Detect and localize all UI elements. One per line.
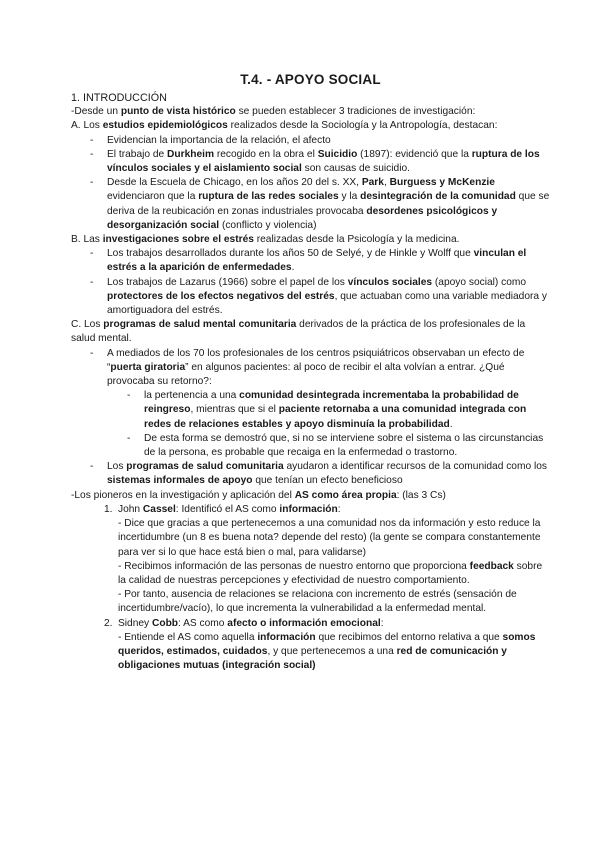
- document-title: T.4. - APOYO SOCIAL: [240, 72, 381, 87]
- text-run: Desde la Escuela de Chicago, en los años 20 del s. XX,: [107, 177, 362, 189]
- bullet-dash: -: [90, 134, 94, 146]
- bold-text: ruptura de los vínculos sociales y el aislamiento social: [107, 148, 540, 175]
- bullet-dash: -: [90, 177, 94, 189]
- list-item: [71, 148, 550, 176]
- text-run: John: [118, 503, 143, 515]
- text-run: .: [291, 262, 295, 274]
- sub-list-item: [71, 389, 550, 432]
- text-run: son causas de suicidio.: [301, 163, 410, 175]
- bold-text: vinculan el estrés a la aparición de enfermedades: [107, 248, 527, 274]
- text-run: (conflicto y violencia): [219, 219, 317, 231]
- numbered-item-heading: [118, 618, 384, 629]
- text-run: - Entiende el AS como aquella: [118, 631, 258, 643]
- bold-text: Burguess y McKenzie: [389, 177, 495, 189]
- bold-text: puerta giratoria: [110, 361, 186, 373]
- bullet-dash: -: [90, 248, 94, 260]
- bold-text: ruptura de las redes sociales: [198, 191, 339, 203]
- bold-text: punto de vista histórico: [120, 106, 236, 118]
- text-run: :: [337, 503, 341, 515]
- text-run: y la: [338, 191, 361, 203]
- list-item: [71, 347, 550, 390]
- bullet-dash: -: [90, 276, 94, 288]
- text-run: realizadas desde la Psicología y la medicina.: [253, 234, 460, 246]
- bold-text: información: [279, 503, 338, 515]
- text-run: B. Las: [71, 234, 103, 246]
- text-run: ,: [383, 177, 390, 189]
- text-run: que recibimos del entorno relativa a que: [315, 631, 503, 643]
- list-item: [71, 247, 550, 275]
- text-run: (1897): evidenció que la: [357, 148, 472, 160]
- tradition-a-paragraph: [71, 119, 550, 133]
- list-item: [71, 460, 550, 488]
- bold-text: estudios epidemiológicos: [102, 120, 228, 132]
- cassel-point: [71, 560, 550, 588]
- bold-text: Durkheim: [167, 148, 215, 160]
- bold-text: Park: [361, 177, 384, 189]
- bold-text: AS como área propia: [294, 489, 397, 501]
- list-item-text: [144, 390, 526, 429]
- text-run: :: [380, 617, 384, 629]
- bold-text: programas de salud mental comunitaria: [103, 319, 297, 331]
- bullet-dash: -: [127, 432, 131, 444]
- text-run: , mientras que si el: [190, 404, 279, 416]
- bold-text: Cobb: [151, 617, 179, 629]
- bullet-dash: -: [90, 461, 94, 473]
- text-run: que se deriva de la reubicación en zonas industriales provocaba: [107, 191, 550, 217]
- text-run: - Dice que gracias a que pertenecemos a una comunidad nos da información y esto reduce la incertidumbre (un 8 es buena nota? depende del resto) (la gente se compara constantemente para ver si lo que hace está bien o mal, para validarse): [118, 518, 541, 558]
- text-run: sobre la calidad de nuestras percepciones y efectividad de nuestro comportamiento.: [118, 560, 543, 586]
- bold-text: información: [257, 631, 316, 643]
- text-run: : AS como: [178, 617, 228, 629]
- bullet-dash: -: [90, 347, 94, 359]
- text-run: ” en algunos pacientes: al poco de recibir el alta volvían a entrar. ¿Qué provocaba su retorno?:: [107, 361, 505, 388]
- text-run: evidenciaron que la: [107, 191, 199, 203]
- list-item-text: [107, 135, 331, 146]
- list-item-text: [107, 248, 526, 273]
- bold-text: desordenes psicológicos y desorganización social: [107, 205, 498, 231]
- list-item-text: [107, 277, 547, 316]
- text-run: - Por tanto, ausencia de relaciones se relaciona con incremento de estrés (sensación de incertidumbre/vacío), lo que incrementa la vulnerabilidad a la enfermedad mental.: [118, 589, 517, 615]
- tradition-b-paragraph: [71, 233, 550, 247]
- list-item-text: [107, 149, 540, 174]
- bold-text: investigaciones sobre el estrés: [102, 234, 254, 246]
- bold-text: desintegración de la comunidad: [360, 191, 516, 203]
- pioneers-paragraph: [71, 489, 550, 503]
- text-run: recogido en la obra el: [214, 148, 318, 160]
- bold-text: Suicidio: [317, 148, 358, 160]
- text-run: : (las 3 Cs): [396, 489, 446, 501]
- text-run: El trabajo de: [107, 148, 168, 160]
- tradition-c-paragraph: [71, 318, 550, 346]
- text-run: A mediados de los 70 los profesionales de los centros psiquiátricos observaban un efecto de “: [107, 347, 525, 373]
- bold-text: red de comunicación y obligaciones mutuas (integración social): [118, 645, 507, 672]
- cassel-point: [71, 588, 550, 616]
- bold-text: programas de salud comunitaria: [126, 461, 284, 473]
- text-run: , que actuaban como una variable mediadora y amortiguadora del estrés.: [107, 290, 547, 317]
- text-run: derivados de la práctica de los profesionales de la salud mental.: [71, 319, 526, 345]
- text-run: Sidney: [118, 617, 152, 629]
- intro-paragraph: [71, 105, 550, 119]
- bold-text: somos queridos, estimados, cuidados: [118, 631, 536, 657]
- list-number: 2.: [104, 617, 113, 629]
- text-run: A. Los: [71, 120, 103, 132]
- bullet-dash: -: [90, 148, 94, 160]
- list-item: [71, 276, 550, 319]
- text-run: se pueden establecer 3 tradiciones de investigación:: [235, 106, 476, 118]
- sub-list-item: [71, 432, 550, 460]
- list-item-text: [107, 348, 524, 387]
- list-number: 1.: [104, 503, 113, 515]
- numbered-item-cassel: [71, 503, 550, 517]
- text-run: - Recibimos información de las personas de nuestro entorno que proporciona: [118, 560, 470, 572]
- bold-text: sistemas informales de apoyo: [107, 475, 253, 487]
- bold-text: vínculos sociales: [347, 276, 433, 288]
- text-run: ayudaron a identificar recursos de la comunidad como los: [283, 461, 547, 473]
- list-item-text: [107, 461, 547, 486]
- bold-text: feedback: [469, 560, 514, 572]
- text-run: -Los pioneros en la investigación y aplicación del: [71, 489, 295, 501]
- bold-text: comunidad desintegrada incrementaba la probabilidad de reingreso: [144, 390, 519, 416]
- text-run: Los: [107, 461, 127, 473]
- bold-text: paciente retornaba a una comunidad integrada con redes de relaciones estables y apoyo disminuía la probabilidad: [144, 404, 527, 430]
- list-item-text: [144, 433, 543, 458]
- text-run: , y que pertenecemos a una: [267, 645, 397, 657]
- text-run: la pertenencia a una: [144, 390, 240, 402]
- text-run: De esta forma se demostró que, si no se interviene sobre el sistema o las circunstancias de la persona, es probable que recaiga en la enfermedad o trastorno.: [144, 432, 544, 459]
- numbered-item-cobb: [71, 617, 550, 631]
- cassel-point: [71, 517, 550, 560]
- text-run: realizados desde la Sociología y la Antropología, destacan:: [227, 120, 498, 132]
- list-item: [71, 134, 550, 148]
- bullet-dash: -: [127, 390, 131, 402]
- list-item-text: [107, 177, 549, 231]
- section-heading-introduccion: 1. INTRODUCCIÓN: [71, 92, 167, 104]
- bold-text: afecto o información emocional: [227, 617, 381, 629]
- text-run: (apoyo social) como: [432, 276, 527, 288]
- text-run: -Desde un: [71, 106, 121, 118]
- list-item: [71, 176, 550, 233]
- numbered-item-heading: [118, 504, 341, 515]
- text-run: .: [449, 418, 453, 430]
- text-run: Los trabajos de Lazarus (1966) sobre el papel de los: [107, 276, 348, 288]
- text-run: Los trabajos desarrollados durante los años 50 de Selyé, y de Hinkle y Wolff que: [107, 248, 474, 260]
- bold-text: protectores de los efectos negativos del estrés: [107, 290, 335, 302]
- text-run: C. Los: [71, 319, 104, 331]
- bold-text: Cassel: [142, 503, 176, 515]
- text-run: que tenían un efecto beneficioso: [252, 475, 403, 487]
- text-run: : Identificó el AS como: [175, 503, 280, 515]
- text-run: Evidencian la importancia de la relación, el afecto: [107, 134, 331, 146]
- cobb-point: [71, 631, 550, 674]
